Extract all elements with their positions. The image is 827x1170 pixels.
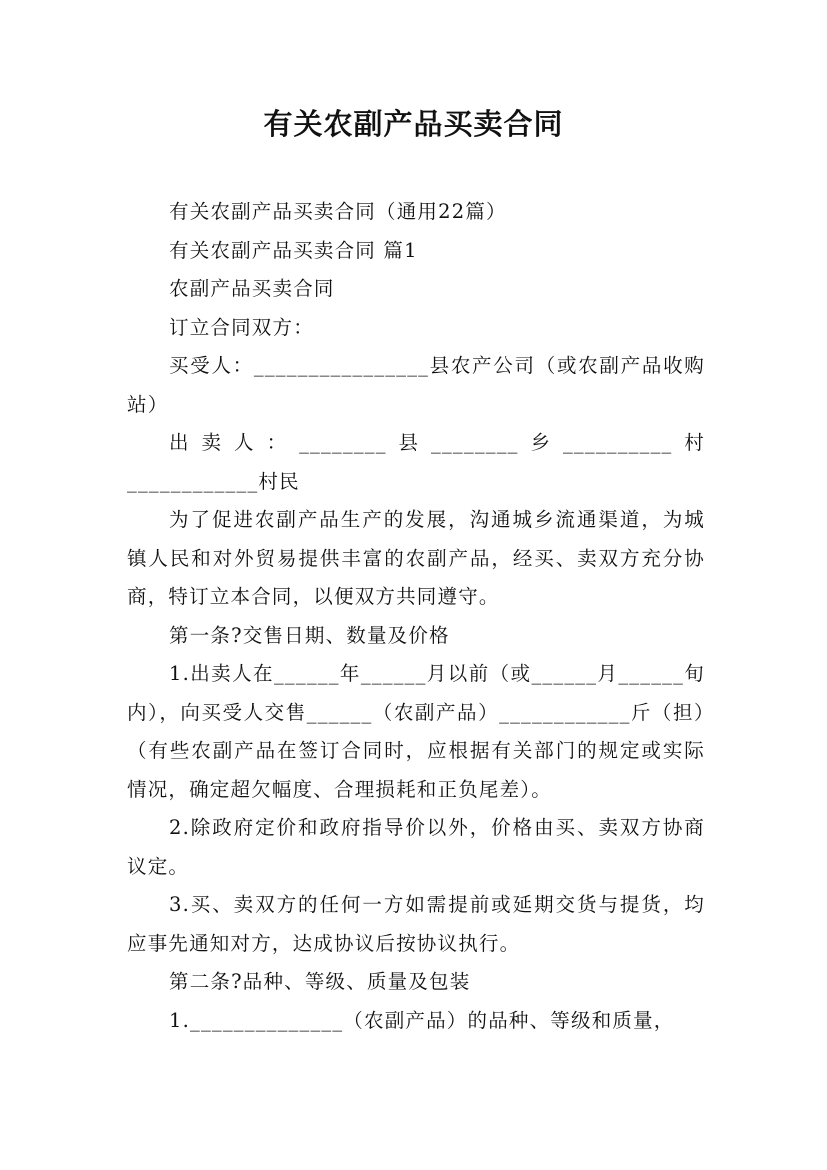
paragraph-seller: 出卖人：________县________乡__________村____________村民: [127, 431, 705, 493]
paragraph-section-heading: 有关农副产品买卖合同 篇1: [169, 238, 418, 262]
article-1-clause-2: 2.除政府定价和政府指导价以外，价格由买、卖双方协商议定。: [127, 816, 705, 878]
paragraph-buyer: 买受人：________________县农产公司（或农副产品收购站）: [127, 354, 705, 416]
article-1-heading: 第一条?交售日期、数量及价格: [169, 623, 450, 647]
article-2-heading: 第二条?品种、等级、质量及包装: [169, 970, 471, 993]
article-1-clause-3: 3.买、卖双方的任何一方如需提前或延期交货与提货，均应事先通知对方，达成协议后按协议执行。: [127, 893, 705, 955]
article-2-clause-1: 1.______________（农副产品）的品种、等级和质量，: [169, 1008, 675, 1032]
document-title: 有关农副产品买卖合同: [263, 107, 564, 141]
document-body: [127, 193, 705, 1040]
article-1-clause-1: 1.出卖人在______年______月以前（或______月______旬内），向买受人交售______（农副产品）____________斤（担）（有些农副产品在签订合同时，应根据有关部门的规定或实际情况，确定超欠幅度、合理损耗和正负尾差）。: [127, 662, 705, 801]
paragraph-parties-label: 订立合同双方：: [169, 315, 314, 339]
paragraph-subtitle: 有关农副产品买卖合同（通用22篇）: [169, 200, 507, 223]
paragraph-preamble: 为了促进农副产品生产的发展，沟通城乡流通渠道，为城镇人民和对外贸易提供丰富的农副产品，经买、卖双方充分协商，特订立本合同，以便双方共同遵守。: [127, 508, 705, 608]
paragraph-contract-name: 农副产品买卖合同: [169, 277, 335, 300]
